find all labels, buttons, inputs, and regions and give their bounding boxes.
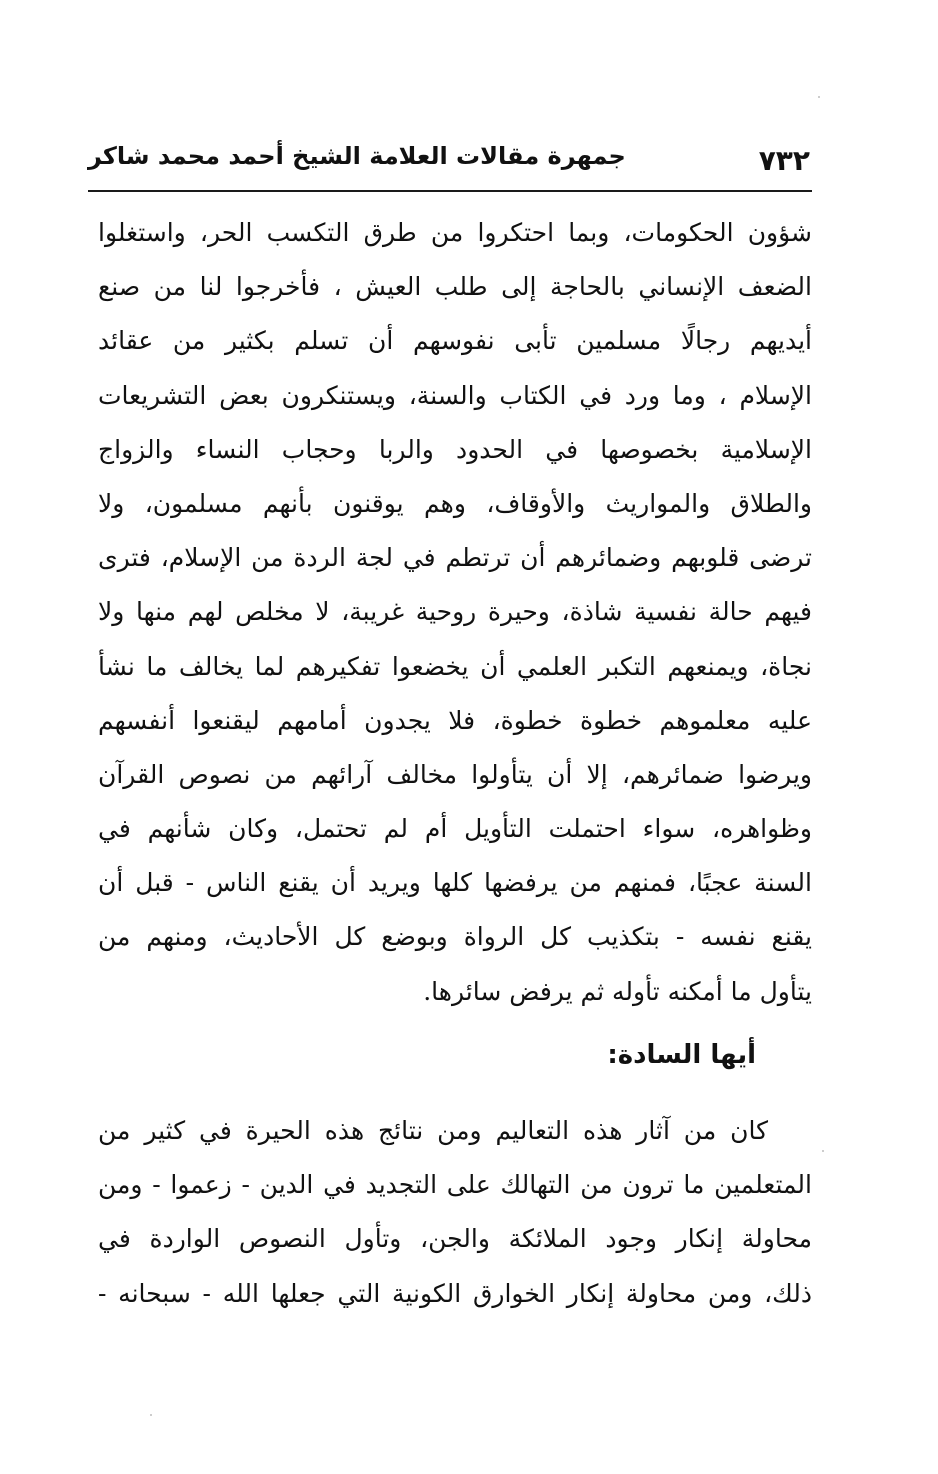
text-line: يقنع نفسه - بتكذيب كل الرواة وبوضع كل الأحاديث، ومنهم من xyxy=(98,922,812,952)
text-line: وظواهره، سواء احتملت التأويل أم لم تحتمل، وكان شأنهم في xyxy=(98,814,812,844)
page-header xyxy=(88,138,810,186)
text-line: محاولة إنكار وجود الملائكة والجن، وتأول النصوص الواردة في xyxy=(98,1224,812,1254)
text-line: السنة عجبًا، فمنهم من يرفضها كلها ويريد أن يقنع الناس - قبل أن xyxy=(98,868,812,898)
text-line: المتعلمين ما ترون من التهالك على التجديد في الدين - زعموا - ومن xyxy=(98,1170,812,1200)
text-line: عليه معلموهم خطوة خطوة، فلا يجدون أمامهم ليقنعوا أنفسهم xyxy=(98,705,812,735)
text-line: ذلك، ومن محاولة إنكار الخوارق الكونية التي جعلها الله - سبحانه - xyxy=(98,1278,812,1308)
scan-speck xyxy=(150,1414,152,1416)
text-line: كان من آثار هذه التعاليم ومن نتائج هذه الحيرة في كثير من xyxy=(98,1116,768,1145)
text-line: فيهم حالة نفسية شاذة، وحيرة روحية غريبة، لا مخلص لهم منها ولا xyxy=(98,597,812,627)
text-line: والطلاق والمواريث والأوقاف، وهم يوقنون بأنهم مسلمون، ولا xyxy=(98,488,812,518)
paragraph-2 xyxy=(98,1104,812,1321)
text-line: الضعف الإنساني بالحاجة إلى طلب العيش ، فأخرجوا لنا من صنع xyxy=(98,272,812,302)
section-heading: أيها السادة: xyxy=(607,1040,756,1070)
text-line: شؤون الحكومات، وبما احتكروا من طرق التكسب الحر، واستغلوا xyxy=(98,218,812,247)
header-divider xyxy=(88,190,812,192)
text-line: أيديهم رجالًا مسلمين تأبى نفوسهم أن تسلم بكثير من عقائد xyxy=(98,326,812,356)
paragraph-1 xyxy=(98,206,812,1019)
scan-speck xyxy=(822,1150,824,1152)
text-line: الإسلامية بخصوصها في الحدود والربا وحجاب النساء والزواج xyxy=(98,434,812,464)
text-line: ترضى قلوبهم وضمائرهم أن ترتطم في لجة الردة من الإسلام، فترى xyxy=(98,543,812,573)
page-number: ٧٣٢ xyxy=(758,144,810,177)
text-line: يتأول ما أمكنه تأوله ثم يرفض سائرها. xyxy=(423,976,812,1006)
text-line: نجاة، ويمنعهم التكبر العلمي أن يخضعوا تفكيرهم لما يخالف ما نشأ xyxy=(98,651,812,681)
running-title: جمهرة مقالات العلامة الشيخ أحمد محمد شاكر xyxy=(88,142,626,170)
text-line: ويرضوا ضمائرهم، إلا أن يتأولوا مخالف آرائهم من نصوص القرآن xyxy=(98,759,812,789)
scan-speck xyxy=(818,96,820,98)
text-line: الإسلام ، وما ورد في الكتاب والسنة، ويستنكرون بعض التشريعات xyxy=(98,380,812,410)
